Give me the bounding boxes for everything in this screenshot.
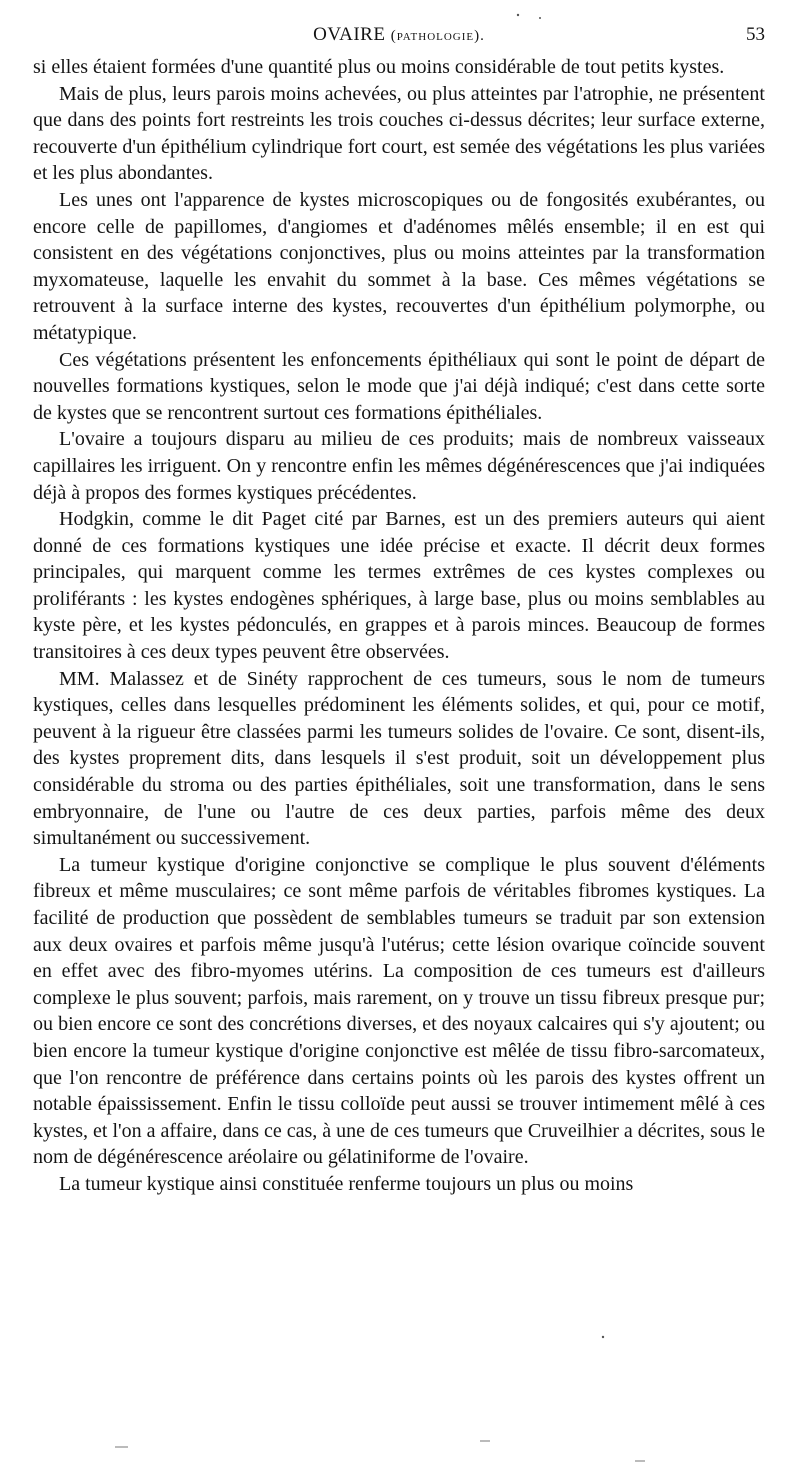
page-number: 53 — [746, 24, 765, 45]
paragraph: Ces végétations présentent les enfoncements épithéliaux qui sont le point de départ de nouvelles formations kystiques, selon le mode que j'ai déjà indiqué; c'est dans cette sorte de kystes que se rencontrent surtout ces formations épithéliales. — [33, 348, 765, 424]
header-subtitle-text: (pathologie). — [390, 28, 485, 44]
paragraph-continuation: si elles étaient formées d'une quantité plus ou moins considérable de tout petits kystes. — [33, 56, 725, 78]
speck-mark — [539, 17, 541, 19]
paragraph: Mais de plus, leurs parois moins achevées, ou plus atteintes par l'atrophie, ne présentent que dans des points fort restreints les trois couches ci-dessus décrites; leur surface externe, recouverte d'un épithélium cylindrique fort court, est semée des végétations les plus variées et les plus abondantes. — [33, 82, 765, 185]
running-header — [33, 22, 765, 50]
header-title-text: OVAIRE — [313, 24, 386, 45]
running-title — [33, 22, 765, 50]
paragraph: MM. Malassez et de Sinéty rapprochent de ces tumeurs, sous le nom de tumeurs kystiques, celles dans lesquelles prédominent les éléments solides, et qui, pour ce motif, peuvent à la rigueur être classées parmi les tumeurs solides de l'ovaire. Ce sont, disent-ils, des kystes proprement dits, dans lesquels il s'est produit, soit un développement plus considérable du stroma ou des parties épithéliales, soit une transformation, dans le sens embryonnaire, de l'une ou l'autre de ces deux parties, parfois même des deux simultanément ou successivement. — [33, 667, 765, 850]
paragraph: Les unes ont l'apparence de kystes microscopiques ou de fongosités exubérantes, ou encore celle de papillomes, d'angiomes et d'adénomes mêlés ensemble; il en est qui consistent en des végétations conjonctives, plus ou moins atteintes par la transformation myxomateuse, laquelle les envahit du sommet à la base. Ces mêmes végétations se retrouvent à la surface interne des kystes, recouvertes d'un épithélium polymorphe, ou métatypique. — [33, 188, 765, 344]
body-text — [33, 54, 765, 1198]
paragraph-last: La tumeur kystique ainsi constituée renferme toujours un plus ou moins — [59, 1172, 634, 1195]
speck-mark — [517, 14, 519, 16]
book-page — [33, 22, 765, 1198]
paragraph: L'ovaire a toujours disparu au milieu de ces produits; mais de nombreux vaisseaux capillaires les irriguent. On y rencontre enfin les mêmes dégénérescences que j'ai indiquées déjà à propos des formes kystiques précédentes. — [33, 428, 765, 504]
speck-mark — [602, 1336, 604, 1338]
paragraph: La tumeur kystique d'origine conjonctive se complique le plus souvent d'éléments fibreux et même musculaires; ce sont même parfois de véritables fibromes kystiques. La facilité de production que possèdent de semblables tumeurs se traduit par son extension aux deux ovaires et parfois même jusqu'à l'utérus; cette lésion ovarique coïncide souvent en effet avec des fibro-myomes utérins. La composition de ces tumeurs est d'ailleurs complexe le plus souvent; parfois, mais rarement, on y trouve un tissu fibreux presque pur; ou bien encore ce sont des concrétions diverses, et des noyaux calcaires qui s'y ajoutent; ou bien encore la tumeur kystique d'origine conjonctive est mêlée de tissu fibro-sarcomateux, que l'on rencontre de préférence dans certains points où les parois des kystes offrent un notable épaississement. Enfin le tissu colloïde peut aussi se trouver intimement mêlé à ces kystes, et l'on a affaire, dans ce cas, à une de ces tumeurs que Cruveilhier a décrites, sous le nom de dégénérescence aréolaire ou gélatiniforme de l'ovaire. — [33, 853, 765, 1169]
paragraph: Hodgkin, comme le dit Paget cité par Barnes, est un des premiers auteurs qui aient donné de ces formations kystiques une idée précise et exacte. Il décrit deux formes principales, qui marquent comme les termes extrêmes de ces kystes complexes ou proliférants : les kystes endogènes sphériques, à large base, plus ou moins semblables au kyste père, et les kystes pédonculés, en grappes et à parois minces. Beaucoup de formes transitoires à ces deux types peuvent être observées. — [33, 508, 765, 664]
